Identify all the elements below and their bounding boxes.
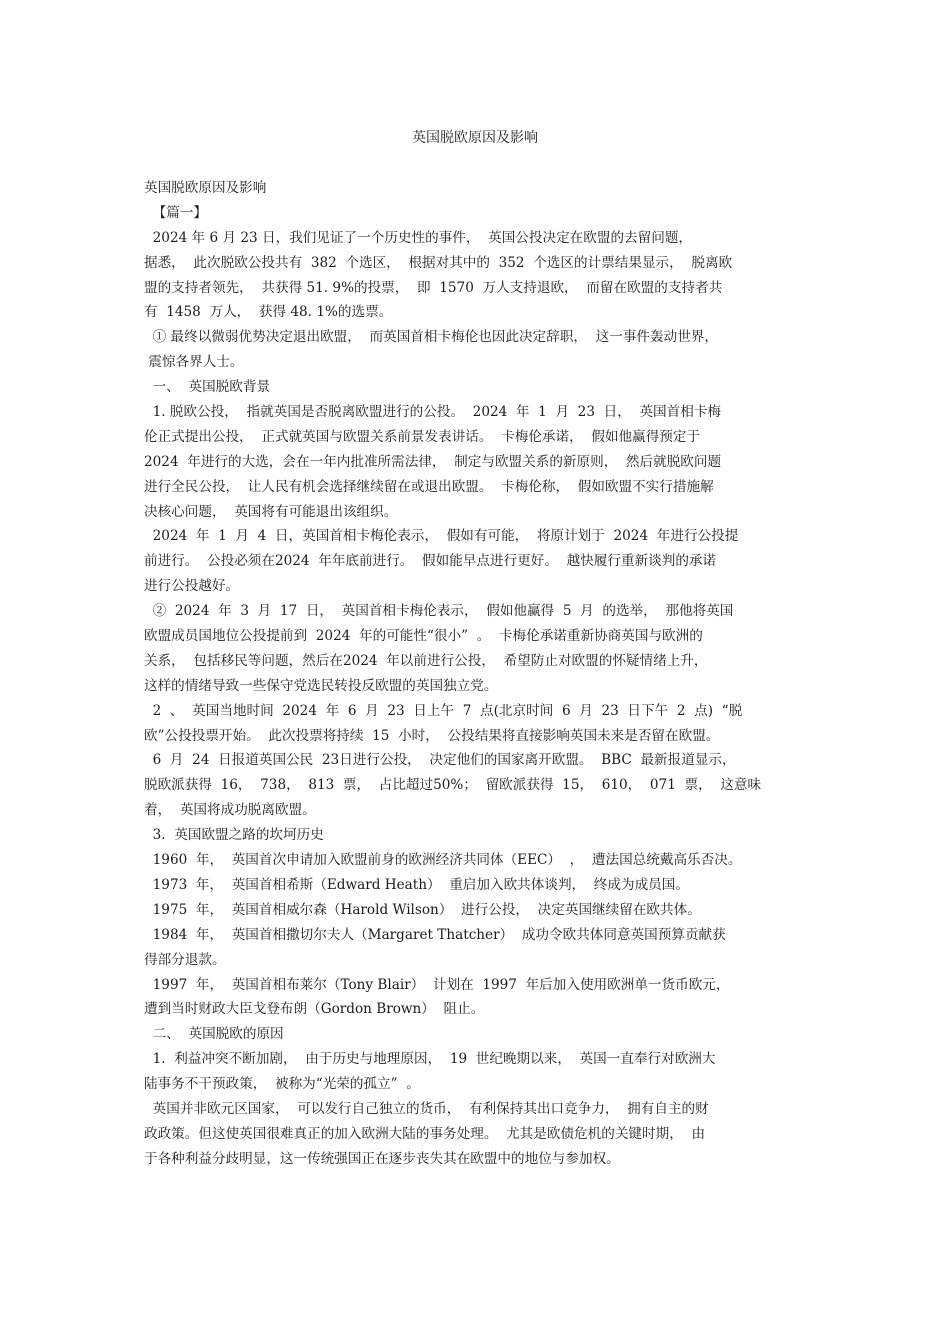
text-line: 着， 英国将成功脱离欧盟。 <box>144 802 316 819</box>
text-line: 于各种利益分歧明显，这一传统强国正在逐步丧失其在欧盟中的地位与参加权。 <box>144 1150 620 1167</box>
text-line: 决核心问题， 英国将有可能退出该组织。 <box>144 503 398 520</box>
text-line: 英国并非欧元区国家， 可以发行自己独立的货币， 有利保持其出口竞争力， 拥有自主的财 <box>144 1100 709 1117</box>
text-line: 得部分退款。 <box>144 951 226 968</box>
document-title: 英国脱欧原因及影响 <box>412 130 538 146</box>
text-line: 陆事务不干预政策， 被称为“光荣的孤立” 。 <box>144 1076 420 1093</box>
text-line: 1984 年， 英国首相撒切尔夫人（Margaret Thatcher） 成功令欧共体同意英国预算贡献获 <box>144 926 726 943</box>
text-line: 2 、 英国当地时间 2024 年 6 月 23 日上午 7 点(北京时间 6 月 23 日下午 2 点) “脱 <box>144 702 743 719</box>
text-line: 进行全民公投， 让人民有机会选择继续留在或退出欧盟。 卡梅伦称， 假如欧盟不实行措施解 <box>144 478 714 495</box>
text-line: 1. 利益冲突不断加剧， 由于历史与地理原因， 19 世纪晚期以来， 英国一直奉行对欧洲大 <box>144 1051 716 1068</box>
text-line: 前进行。 公投必须在2024 年年底前进行。 假如能早点进行更好。 越快履行重新谈判的承诺 <box>144 553 717 570</box>
text-line: 遭到当时财政大臣戈登布朗（Gordon Brown） 阻止。 <box>144 1001 485 1018</box>
text-line: 有 1458 万人， 获得 48. 1%的选票。 <box>144 304 393 321</box>
text-line: 二、 英国脱欧的原因 <box>144 1026 284 1043</box>
text-line: 1973 年， 英国首相希斯（Edward Heath） 重启加入欧共体谈判， 终成为成员国。 <box>144 876 689 893</box>
text-line: 欧盟成员国地位公投提前到 2024 年的可能性“很小” 。 卡梅伦承诺重新协商英国与欧洲的 <box>144 628 703 645</box>
text-line: 政政策。但这使英国很难真正的加入欧洲大陆的事务处理。 尤其是欧债危机的关键时期， 由 <box>144 1125 706 1142</box>
text-line: 2024 年进行的大选，会在一年内批准所需法律， 制定与欧盟关系的新原则， 然后就脱欧问题 <box>144 453 722 470</box>
text-line: 一、 英国脱欧背景 <box>144 379 271 396</box>
text-line: 1975 年， 英国首相威尔森（Harold Wilson） 进行公投， 决定英国继续留在欧共体。 <box>144 901 701 918</box>
body-heading: 英国脱欧原因及影响 <box>144 180 267 196</box>
text-line: 脱欧派获得 16， 738， 813 票， 占比超过50%； 留欧派获得 15， 610， 071 票， 这意味 <box>144 777 762 794</box>
text-line: 1960 年， 英国首次申请加入欧盟前身的欧洲经济共同体（EEC） ， 遭法国总统戴高乐否决。 <box>144 852 742 869</box>
document-body <box>144 176 819 1172</box>
text-line: 1. 脱欧公投， 指就英国是否脱离欧盟进行的公投。 2024 年 1 月 23 日， 英国首相卡梅 <box>144 404 722 421</box>
text-line: 6 月 24 日报道英国公民 23日进行公投， 决定他们的国家离开欧盟。 BBC 最新报道显示， <box>144 752 736 769</box>
text-line: 2024 年 1 月 4 日，英国首相卡梅伦表示， 假如有可能， 将原计划于 2024 年进行公投提 <box>144 528 739 545</box>
text-line: 欧”公投投票开始。 此次投票将持续 15 小时， 公投结果将直接影响英国未来是否留在欧盟。 <box>144 727 720 744</box>
text-line: 震惊各界人士。 <box>144 354 244 371</box>
text-line: 【篇一】 <box>144 204 208 221</box>
text-line: 关系， 包括移民等问题，然后在2024 年以前进行公投， 希望防止对欧盟的怀疑情绪上升， <box>144 652 708 669</box>
text-line: 这样的情绪导致一些保守党选民转投反欧盟的英国独立党。 <box>144 677 498 694</box>
text-line: 盟的支持者领先， 共获得 51. 9%的投票， 即 1570 万人支持退欧， 而留在欧盟的支持者共 <box>144 279 723 296</box>
text-line: 1997 年， 英国首相布莱尔（Tony Blair） 计划在 1997 年后加入使用欧洲单一货币欧元， <box>144 976 730 993</box>
text-line: 2024 年 6 月 23 日，我们见证了一个历史性的事件， 英国公投决定在欧盟的去留问题， <box>144 229 693 246</box>
text-line: 进行公投越好。 <box>144 578 240 595</box>
text-line: 据悉， 此次脱欧公投共有 382 个选区， 根据对其中的 352 个选区的计票结果显示， 脱离欧 <box>144 254 733 271</box>
text-line: 3. 英国欧盟之路的坎坷历史 <box>144 827 324 844</box>
text-line: 伦正式提出公投， 正式就英国与欧盟关系前景发表讲话。 卡梅伦承诺， 假如他赢得预定于 <box>144 428 701 445</box>
text-line: ② 2024 年 3 月 17 日， 英国首相卡梅伦表示， 假如他赢得 5 月 的选举， 那他将英国 <box>144 603 734 620</box>
text-line: ① 最终以微弱优势决定退出欧盟， 而英国首相卡梅伦也因此决定辞职， 这一事件轰动世界， <box>144 329 718 346</box>
